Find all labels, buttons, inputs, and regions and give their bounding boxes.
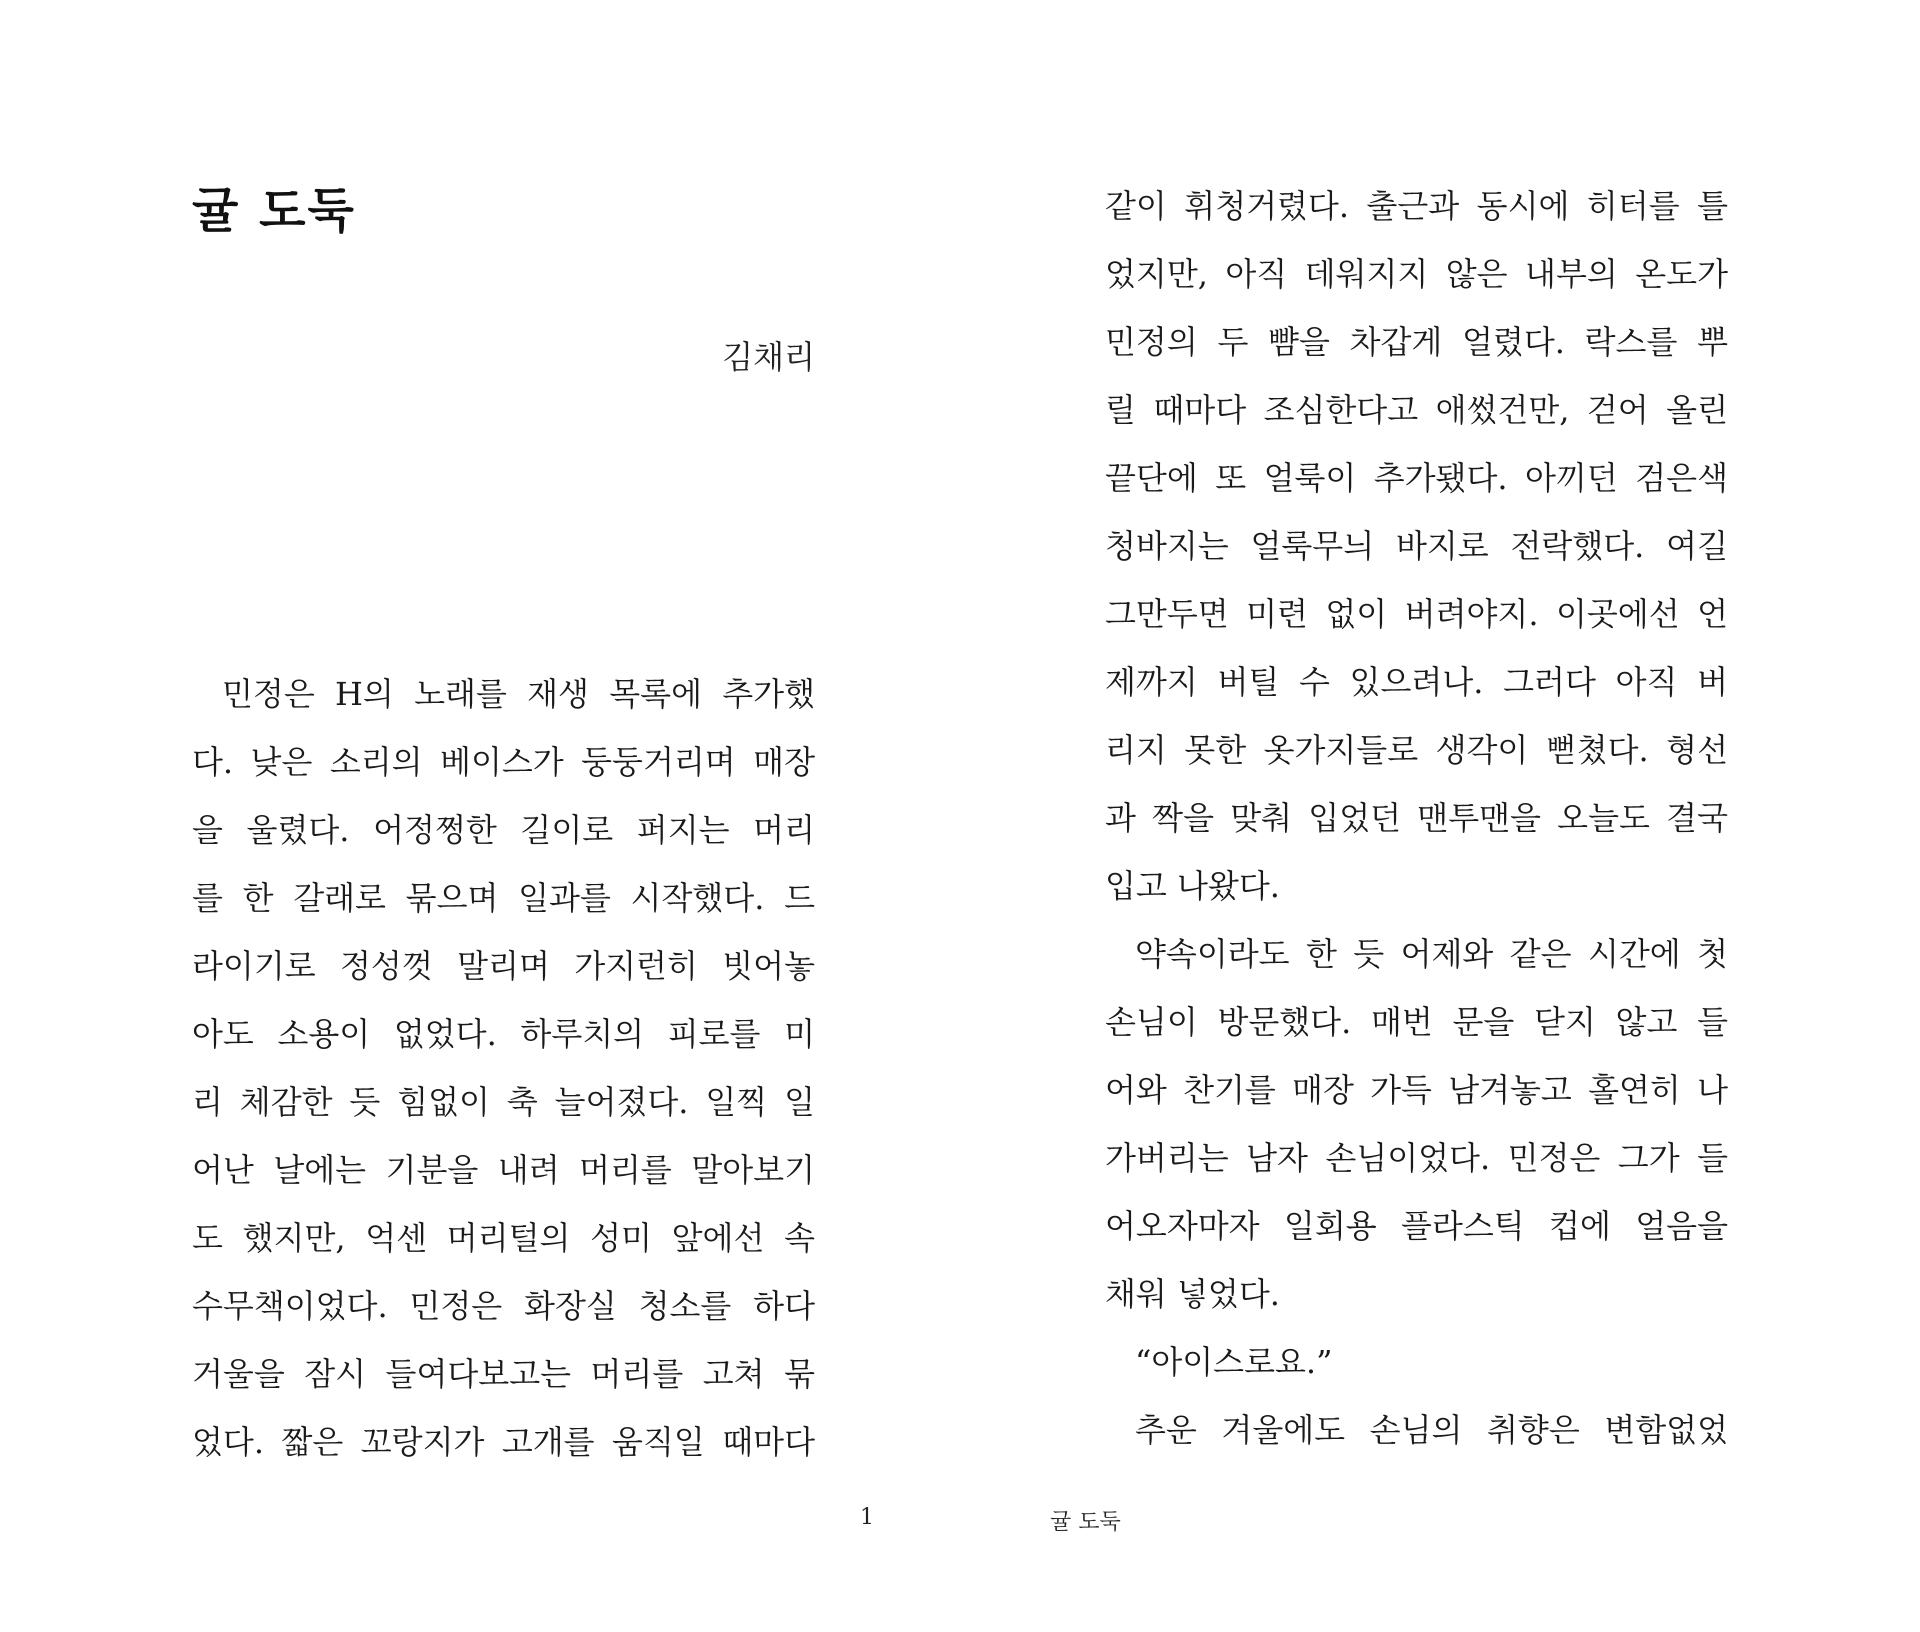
text-line: 민정의 두 뺨을 차갑게 얼렸다. 락스를 뿌 [1105,323,1728,361]
story-title: 귤 도둑 [192,183,356,239]
text-line: 었다. 짧은 꼬랑지가 고개를 움직일 때마다 [192,1423,815,1461]
text-line: 과 짝을 맞춰 입었던 맨투맨을 오늘도 결국 [1105,799,1728,837]
text-line: 약속이라도 한 듯 어제와 같은 시간에 첫 [1135,935,1728,973]
text-line: 추운 겨울에도 손님의 취향은 변함없었 [1135,1411,1728,1449]
text-line: 끝단에 또 얼룩이 추가됐다. 아끼던 검은색 [1105,459,1728,497]
author-name: 김채리 [722,338,815,376]
text-line: 도 했지만, 억센 머리털의 성미 앞에선 속 [192,1219,815,1257]
text-line: 가버리는 남자 손님이었다. 민정은 그가 들 [1105,1139,1728,1177]
text-line: 었지만, 아직 데워지지 않은 내부의 온도가 [1105,255,1728,293]
text-line: 그만두면 미련 없이 버려야지. 이곳에선 언 [1105,595,1728,633]
text-line: 민정은 H의 노래를 재생 목록에 추가했 [222,675,815,713]
text-line: 입고 나왔다. [1105,867,1280,905]
text-line: 아도 소용이 없었다. 하루치의 피로를 미 [192,1015,815,1053]
text-line: 청바지는 얼룩무늬 바지로 전락했다. 여길 [1105,527,1728,565]
text-line: 어와 찬기를 매장 가득 남겨놓고 홀연히 나 [1105,1071,1728,1109]
right-page [960,0,1920,1632]
page-number: 1 [860,1505,874,1530]
left-body-text [192,660,815,1476]
dialogue-line: “아이스로요.” [1135,1343,1333,1381]
text-line: 다. 낮은 소리의 베이스가 둥둥거리며 매장 [192,743,815,781]
text-line: 채워 넣었다. [1105,1275,1280,1313]
text-line: 리 체감한 듯 힘없이 축 늘어졌다. 일찍 일 [192,1083,815,1121]
text-line: 제까지 버틸 수 있으려나. 그러다 아직 버 [1105,663,1728,701]
text-line: 같이 휘청거렸다. 출근과 동시에 히터를 틀 [1105,187,1728,225]
text-line: 거울을 잠시 들여다보고는 머리를 고쳐 묶 [192,1355,815,1393]
text-line: 을 울렸다. 어정쩡한 길이로 퍼지는 머리 [192,811,815,849]
right-body-text [1105,172,1728,1464]
text-line: 어오자마자 일회용 플라스틱 컵에 얼음을 [1105,1207,1728,1245]
text-line: 손님이 방문했다. 매번 문을 닫지 않고 들 [1105,1003,1728,1041]
text-line: 릴 때마다 조심한다고 애썼건만, 걷어 올린 [1105,391,1728,429]
text-line: 어난 날에는 기분을 내려 머리를 말아보기 [192,1151,815,1189]
text-line: 리지 못한 옷가지들로 생각이 뻗쳤다. 형선 [1105,731,1728,769]
text-line: 라이기로 정성껏 말리며 가지런히 빗어놓 [192,947,815,985]
text-line: 를 한 갈래로 묶으며 일과를 시작했다. 드 [192,879,815,917]
running-title: 귤 도둑 [1050,1510,1121,1535]
text-line: 수무책이었다. 민정은 화장실 청소를 하다 [192,1287,815,1325]
